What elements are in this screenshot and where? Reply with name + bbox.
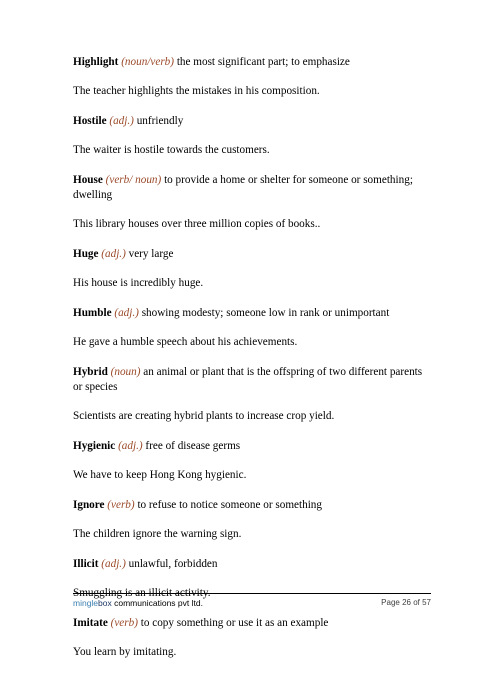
- company-name: [73, 598, 203, 608]
- part-of-speech: (adj.): [114, 307, 139, 319]
- company-suffix: communications pvt ltd.: [111, 598, 203, 608]
- definition-hygienic: [73, 439, 433, 454]
- example-hygienic: We have to keep Hong Kong hygienic.: [73, 469, 247, 481]
- example-ignore: The children ignore the warning sign.: [73, 528, 242, 540]
- page-footer: [73, 598, 431, 612]
- headword: Illicit: [73, 558, 99, 570]
- definition-text: an animal or plant that is the offspring of two different parents or species: [73, 366, 423, 393]
- example-hostile: The waiter is hostile towards the customers.: [73, 144, 270, 156]
- definition-hostile: [73, 114, 433, 129]
- definition-illicit: [73, 557, 433, 572]
- headword: Highlight: [73, 56, 119, 68]
- page-number: Page 26 of 57: [381, 598, 431, 607]
- definition-text: unfriendly: [133, 115, 184, 127]
- example-humble: He gave a humble speech about his achievements.: [73, 336, 298, 348]
- headword: Huge: [73, 248, 99, 260]
- definition-house: [73, 173, 433, 203]
- example-illicit: Smuggling is an illicit activity.: [73, 587, 211, 599]
- part-of-speech: (adj.): [118, 440, 143, 452]
- definition-hybrid: [73, 365, 433, 395]
- example-highlight: The teacher highlights the mistakes in his composition.: [73, 85, 320, 97]
- headword: Humble: [73, 307, 112, 319]
- part-of-speech: (verb): [110, 617, 138, 629]
- headword: Hostile: [73, 115, 107, 127]
- headword: Imitate: [73, 617, 108, 629]
- definition-text: unlawful, forbidden: [125, 558, 218, 570]
- definition-text: to provide a home or shelter for someone or something; dwelling: [73, 174, 413, 201]
- part-of-speech: (verb/ noun): [105, 174, 162, 186]
- part-of-speech: (noun/verb): [121, 56, 175, 68]
- brand-box: box: [98, 598, 112, 608]
- definition-text: very large: [125, 248, 174, 260]
- part-of-speech: (noun): [110, 366, 141, 378]
- definition-text: showing modesty; someone low in rank or unimportant: [138, 307, 390, 319]
- definition-text: to refuse to notice someone or something: [134, 499, 322, 511]
- vocabulary-list: [73, 55, 433, 675]
- definition-humble: [73, 306, 433, 321]
- headword: Ignore: [73, 499, 105, 511]
- example-imitate: You learn by imitating.: [73, 646, 177, 658]
- brand-mingle: mingle: [73, 598, 99, 608]
- example-house: This library houses over three million copies of books..: [73, 218, 321, 230]
- part-of-speech: (verb): [107, 499, 135, 511]
- part-of-speech: (adj.): [109, 115, 134, 127]
- definition-text: free of disease germs: [142, 440, 241, 452]
- definition-ignore: [73, 498, 433, 513]
- part-of-speech: (adj.): [101, 248, 126, 260]
- headword: House: [73, 174, 103, 186]
- definition-text: to copy something or use it as an example: [137, 617, 329, 629]
- example-hybrid: Scientists are creating hybrid plants to increase crop yield.: [73, 410, 335, 422]
- example-huge: His house is incredibly huge.: [73, 277, 204, 289]
- definition-imitate: [73, 616, 433, 631]
- headword: Hybrid: [73, 366, 108, 378]
- definition-text: the most significant part; to emphasize: [174, 56, 350, 68]
- definition-huge: [73, 247, 433, 262]
- headword: Hygienic: [73, 440, 116, 452]
- part-of-speech: (adj.): [101, 558, 126, 570]
- definition-highlight: [73, 55, 433, 70]
- footer-divider: [73, 593, 431, 594]
